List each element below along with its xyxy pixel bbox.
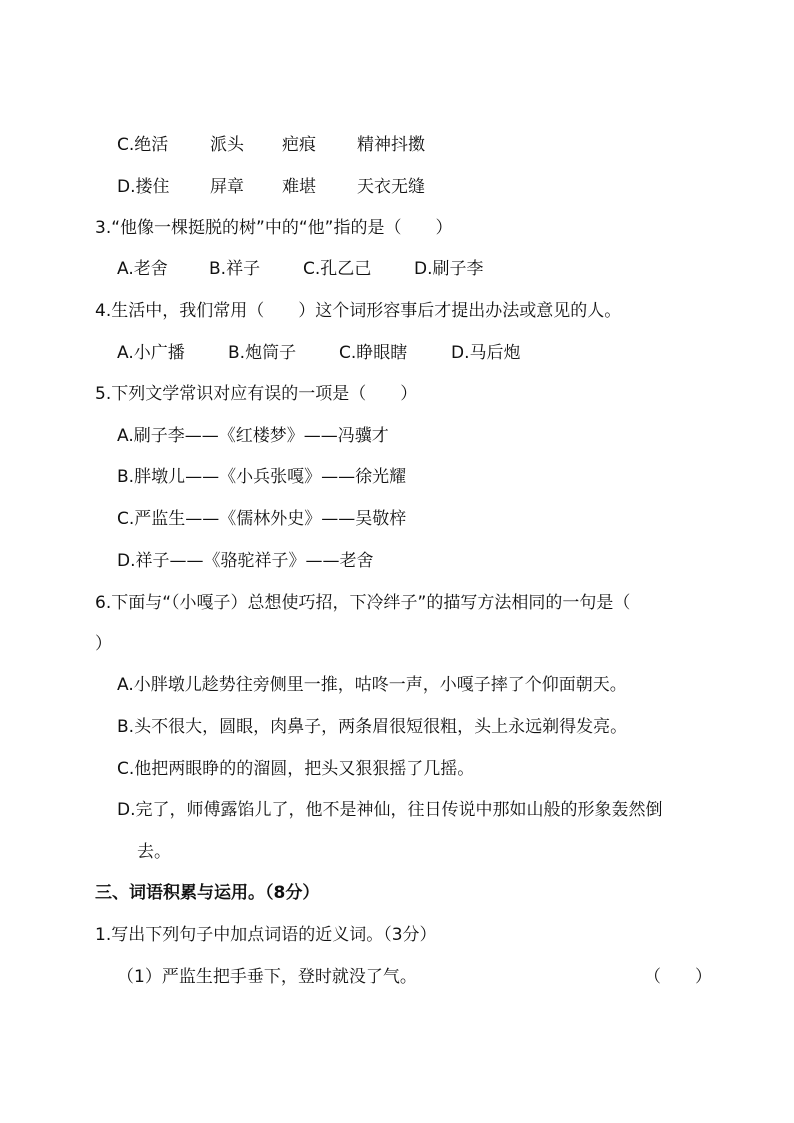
option-text: A.小广播	[117, 343, 185, 363]
option-text: 屏章	[210, 177, 244, 197]
option-text: 天衣无缝	[357, 177, 425, 197]
q2-option-row-c	[117, 134, 425, 156]
option-text: 精神抖擞	[357, 135, 425, 155]
option-text: B.炮筒子	[228, 343, 297, 363]
option-text: B.祥子	[209, 259, 261, 279]
q6-option-d: D.完了，师傅露馅儿了，他不是神仙，往日传说中那如山般的形象轰然倒	[117, 800, 663, 820]
option-text: 疤痕	[282, 135, 316, 155]
option-text: 难堪	[282, 177, 316, 197]
option-text: 派头	[210, 135, 244, 155]
q5-option-b: B.胖墩儿——《小兵张嘎》——徐光耀	[117, 467, 407, 487]
q6-stem-cont: ）	[95, 634, 112, 654]
option-text: D.马后炮	[451, 343, 521, 363]
q4-stem: 4.生活中，我们常用（ ）这个词形容事后才提出办法或意见的人。	[95, 301, 622, 321]
q5-option-a: A.刷子李——《红楼梦》——冯骥才	[117, 426, 389, 446]
section3-q1-stem: 1.写出下列句子中加点词语的近义词。（3分）	[95, 925, 437, 945]
q6-option-b: B.头不很大，圆眼，肉鼻子，两条眉很短很粗，头上永远剃得发亮。	[117, 717, 628, 737]
option-text: A.老舍	[117, 259, 168, 279]
q3-options	[117, 258, 484, 280]
q5-option-d: D.祥子——《骆驼祥子》——老舍	[117, 551, 374, 571]
q4-options	[117, 342, 521, 364]
answer-blank: （ ）	[644, 967, 712, 987]
q2-option-row-d	[117, 176, 425, 198]
option-text: C.绝活	[117, 135, 169, 155]
option-text: D.刷子李	[414, 259, 484, 279]
q5-option-c: C.严监生——《儒林外史》——吴敬梓	[117, 509, 407, 529]
section-title: 三、词语积累与运用。（8分）	[95, 883, 320, 903]
q6-option-a: A.小胖墩儿趁势往旁侧里一推，咕咚一声，小嘎子摔了个仰面朝天。	[117, 675, 627, 695]
section3-item-1: （1）严监生把手垂下，登时就没了气。	[117, 967, 417, 987]
q6-stem: 6.下面与“（小嘎子）总想使巧招，下冷绊子”的描写方法相同的一句是（	[95, 593, 631, 613]
q3-stem: 3.“他像一棵挺脱的树”中的“他”指的是（ ）	[95, 218, 453, 238]
q5-stem: 5.下列文学常识对应有误的一项是（ ）	[95, 384, 418, 404]
option-text: C.孔乙己	[303, 259, 372, 279]
q6-option-d-cont: 去。	[137, 842, 171, 862]
option-text: D.搂住	[117, 177, 170, 197]
q6-option-c: C.他把两眼睁的的溜圆，把头又狠狠摇了几摇。	[117, 759, 475, 779]
option-text: C.睁眼瞎	[339, 343, 408, 363]
